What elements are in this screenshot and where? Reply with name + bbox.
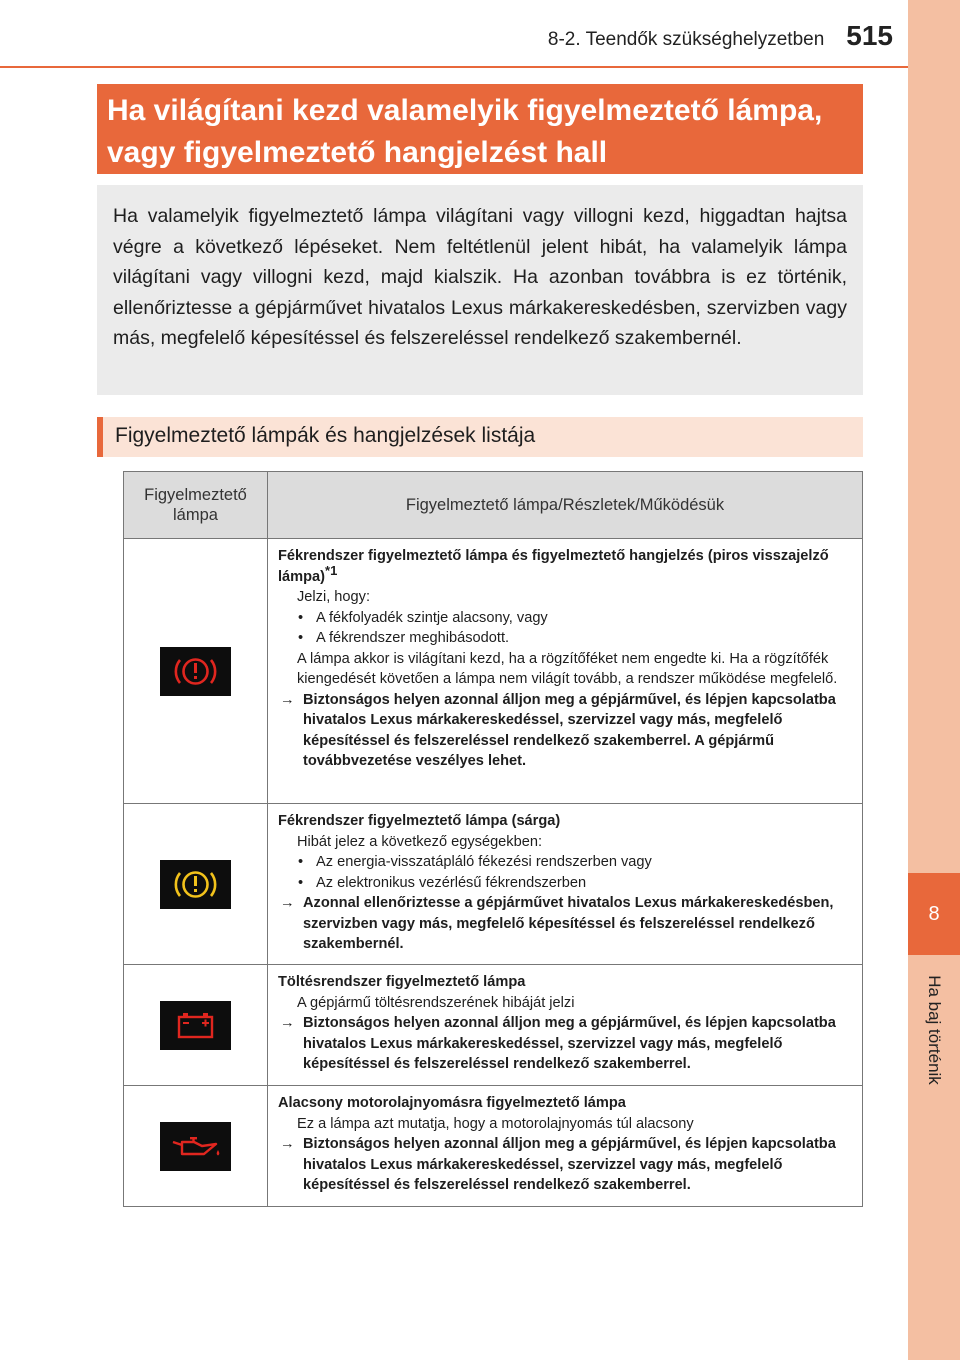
table-header-row: [124, 472, 863, 539]
row-title: Fékrendszer figyelmeztető lámpa és figyelmeztető hangjelzés (piros visszajelző lámpa)*1: [278, 548, 829, 585]
page-number: 515: [846, 20, 893, 51]
row-intro: A gépjármű töltésrendszerének hibáját jelzi: [297, 994, 575, 1011]
lamp-cell: [124, 539, 268, 804]
list-item: • Az elektronikus vezérlésű fékrendszerben: [278, 873, 852, 894]
row-title: Alacsony motorolajnyomásra figyelmeztető lámpa: [278, 1095, 626, 1111]
chapter-number: 8: [928, 902, 940, 925]
arrow-icon: →: [280, 691, 295, 708]
list-item: • A fékfolyadék szintje alacsony, vagy: [278, 608, 852, 629]
row-intro: Jelzi, hogy:: [297, 589, 371, 605]
action-instruction: → Biztonságos helyen azonnal álljon meg a gépjárművel, és lépjen kapcsolatba hivatalos Lexus márkakereskedéssel, szervizzel vagy más, megfelelő képesítéssel és felszereléssel rendelkező szakemberrel. A gépjármű továbbvezetése veszélyes lehet.: [280, 691, 836, 769]
description-cell: [268, 1086, 863, 1207]
table-row: [124, 804, 863, 965]
section-subheading: Figyelmeztető lámpák és hangjelzések listája: [97, 417, 863, 457]
battery-charging-icon: [160, 1001, 231, 1050]
row-title: Fékrendszer figyelmeztető lámpa (sárga): [278, 813, 561, 829]
table-row: [124, 1086, 863, 1207]
action-instruction: → Azonnal ellenőriztesse a gépjárművet hivatalos Lexus márkakereskedésben, szervizben vagy más, megfelelő képesítéssel és felszereléssel rendelkező szakembernél.: [280, 895, 834, 952]
title-banner: [97, 84, 863, 174]
list-item: • Az energia-visszatápláló fékezési rendszerben vagy: [278, 852, 852, 873]
row-intro: Ez a lámpa azt mutatja, hogy a motorolajnyomás túl alacsony: [297, 1115, 694, 1132]
title-line-2: vagy figyelmeztető hangjelzést hall: [107, 136, 608, 169]
table-row: [124, 539, 863, 804]
oil-pressure-icon: [160, 1122, 231, 1171]
row-title: Töltésrendszer figyelmeztető lámpa: [278, 974, 526, 990]
row-note: A lámpa akkor is világítani kezd, ha a rögzítőféket nem engedte ki. Ha a rögzítőfék kiengedését követően a lámpa nem világít tovább, a rendszer működése megfelelő.: [297, 650, 838, 687]
arrow-icon: →: [280, 895, 295, 911]
table-row: [124, 965, 863, 1086]
page-header: [0, 20, 893, 52]
lamp-cell: [124, 965, 268, 1086]
lamp-cell: [124, 804, 268, 965]
warning-lamp-table: [123, 471, 863, 1207]
column-header-lamp: Figyelmeztető lámpa: [124, 472, 268, 539]
chapter-tab[interactable]: [908, 873, 960, 955]
row-intro: Hibát jelez a következő egységekben:: [297, 833, 543, 850]
chapter-label: Ha baj történik: [925, 975, 944, 1085]
description-cell: [268, 539, 863, 804]
list-item: • A fékrendszer meghibásodott.: [278, 628, 852, 649]
arrow-icon: →: [280, 1015, 295, 1031]
description-cell: [268, 804, 863, 965]
brake-warning-red-icon: [160, 647, 231, 696]
brake-warning-yellow-icon: [160, 860, 231, 909]
arrow-icon: →: [280, 1136, 295, 1152]
section-title: 8-2. Teendők szükséghelyzetben: [547, 29, 825, 50]
intro-paragraph: Ha valamelyik figyelmeztető lámpa világítani vagy villogni kezd, higgadtan hajtsa végre a következő lépéseket. Nem feltétlenül jelent hibát, ha valamelyik lámpa világítani vagy villogni kezd, majd kialszik. Ha azonban továbbra is ez történik, ellenőriztesse a gépjárművet hivatalos Lexus márkakereskedésben, szervizben vagy más, megfelelő képesítéssel és felszereléssel rendelkező szakembernél.: [97, 185, 863, 395]
column-header-details: Figyelmeztető lámpa/Részletek/Működésük: [268, 472, 863, 539]
footnote-marker: *1: [325, 562, 338, 578]
action-instruction: → Biztonságos helyen azonnal álljon meg a gépjárművel, és lépjen kapcsolatba hivatalos Lexus márkakereskedéssel, szervizzel vagy más, megfelelő képesítéssel és felszereléssel rendelkező szakemberrel.: [280, 1015, 836, 1072]
description-cell: [268, 965, 863, 1086]
action-instruction: → Biztonságos helyen azonnal álljon meg a gépjárművel, és lépjen kapcsolatba hivatalos Lexus márkakereskedéssel, szervizzel vagy más, megfelelő képesítéssel és felszereléssel rendelkező szakemberrel.: [280, 1136, 836, 1193]
side-strip: [908, 0, 960, 1360]
title-line-1: Ha világítani kezd valamelyik figyelmeztető lámpa,: [107, 94, 823, 127]
header-divider: [0, 66, 908, 68]
lamp-cell: [124, 1086, 268, 1207]
